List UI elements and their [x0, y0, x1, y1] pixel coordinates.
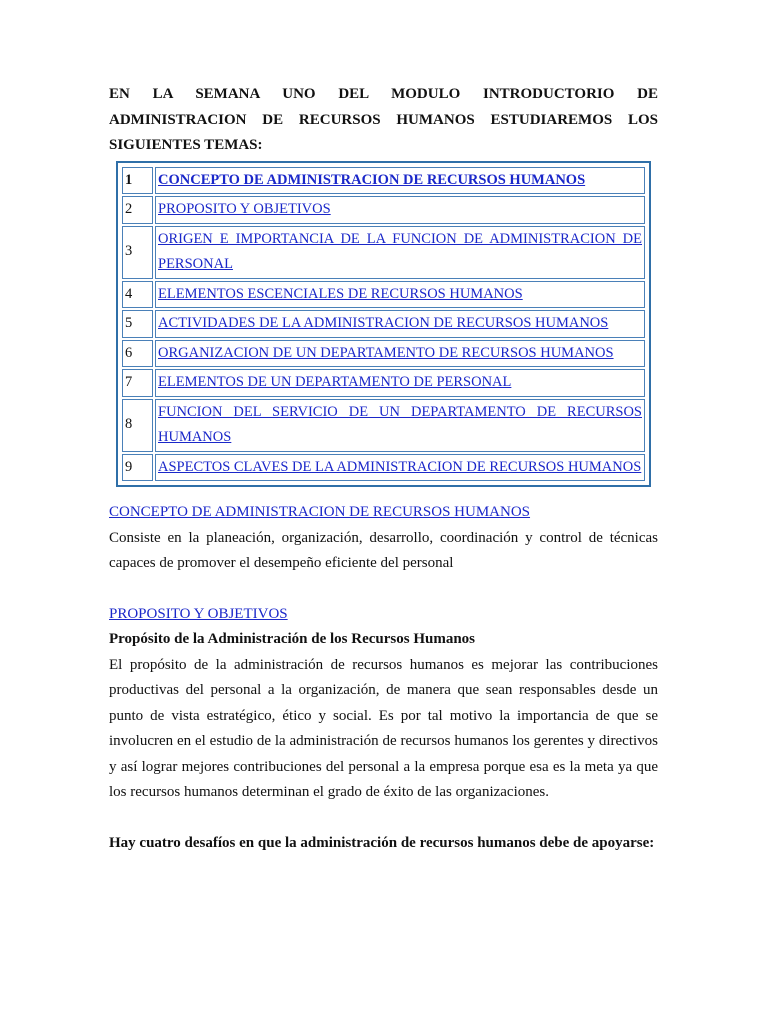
- topic-number: 7: [122, 369, 153, 397]
- topic-link[interactable]: ASPECTOS CLAVES DE LA ADMINISTRACION DE RECURSOS HUMANOS: [158, 458, 642, 475]
- topic-number: 3: [122, 226, 153, 279]
- table-row: [122, 340, 645, 368]
- section-heading-concepto[interactable]: CONCEPTO DE ADMINISTRACION DE RECURSOS HUMANOS: [109, 504, 531, 520]
- topic-link[interactable]: PROPOSITO Y OBJETIVOS: [158, 201, 331, 217]
- topic-link[interactable]: ACTIVIDADES DE LA ADMINISTRACION DE RECURSOS HUMANOS: [158, 315, 609, 331]
- document-page: [109, 82, 658, 856]
- topic-number: 8: [122, 399, 153, 452]
- topic-link[interactable]: ORGANIZACION DE UN DEPARTAMENTO DE RECURSOS HUMANOS: [158, 344, 614, 361]
- topic-link[interactable]: CONCEPTO DE ADMINISTRACION DE RECURSOS HUMANOS: [158, 171, 586, 188]
- topic-number: 4: [122, 281, 153, 309]
- topics-table: [116, 161, 651, 488]
- table-row: [122, 310, 645, 338]
- table-row: [122, 226, 645, 279]
- challenges-intro: Hay cuatro desafíos en que la administración de recursos humanos debe de apoyarse:: [109, 834, 655, 851]
- proposito-paragraph: El propósito de la administración de recursos humanos es mejorar las contribuciones productivas del personal a la organización, de manera que sean responsables desde un punto de vista estratégico, ético y social. Es por tal motivo la importancia de que se involucren en el estudio de la administración de recursos humanos los gerentes y directivos y así lograr mejores contribuciones del personal a la empresa porque esa es la meta ya que los recursos humanos determinan el grado de éxito de las organizaciones.: [109, 656, 658, 800]
- topic-number: 9: [122, 454, 153, 482]
- table-row: [122, 196, 645, 224]
- topic-link[interactable]: FUNCION DEL SERVICIO DE UN DEPARTAMENTO DE RECURSOS HUMANOS: [158, 403, 642, 445]
- topic-number: 2: [122, 196, 153, 224]
- table-row: [122, 399, 645, 452]
- table-row: [122, 369, 645, 397]
- topic-link[interactable]: ORIGEN E IMPORTANCIA DE LA FUNCION DE ADMINISTRACION DE PERSONAL: [158, 230, 642, 272]
- topic-link[interactable]: ELEMENTOS ESCENCIALES DE RECURSOS HUMANOS: [158, 285, 523, 302]
- topic-number: 6: [122, 340, 153, 368]
- topic-number: 1: [122, 167, 153, 195]
- proposito-subheading: Propósito de la Administración de los Recursos Humanos: [109, 631, 475, 647]
- intro-paragraph: EN LA SEMANA UNO DEL MODULO INTRODUCTORIO DE ADMINISTRACION DE RECURSOS HUMANOS ESTUDIAREMOS LOS SIGUIENTES TEMAS:: [109, 86, 658, 153]
- table-row: [122, 281, 645, 309]
- table-row: [122, 454, 645, 482]
- section-heading-proposito[interactable]: PROPOSITO Y OBJETIVOS: [109, 605, 288, 622]
- topic-link[interactable]: ELEMENTOS DE UN DEPARTAMENTO DE PERSONAL: [158, 374, 512, 390]
- topic-number: 5: [122, 310, 153, 338]
- table-row: [122, 167, 645, 195]
- concepto-paragraph: Consiste en la planeación, organización, desarrollo, coordinación y control de técnicas capaces de promover el desempeño eficiente del personal: [109, 529, 658, 571]
